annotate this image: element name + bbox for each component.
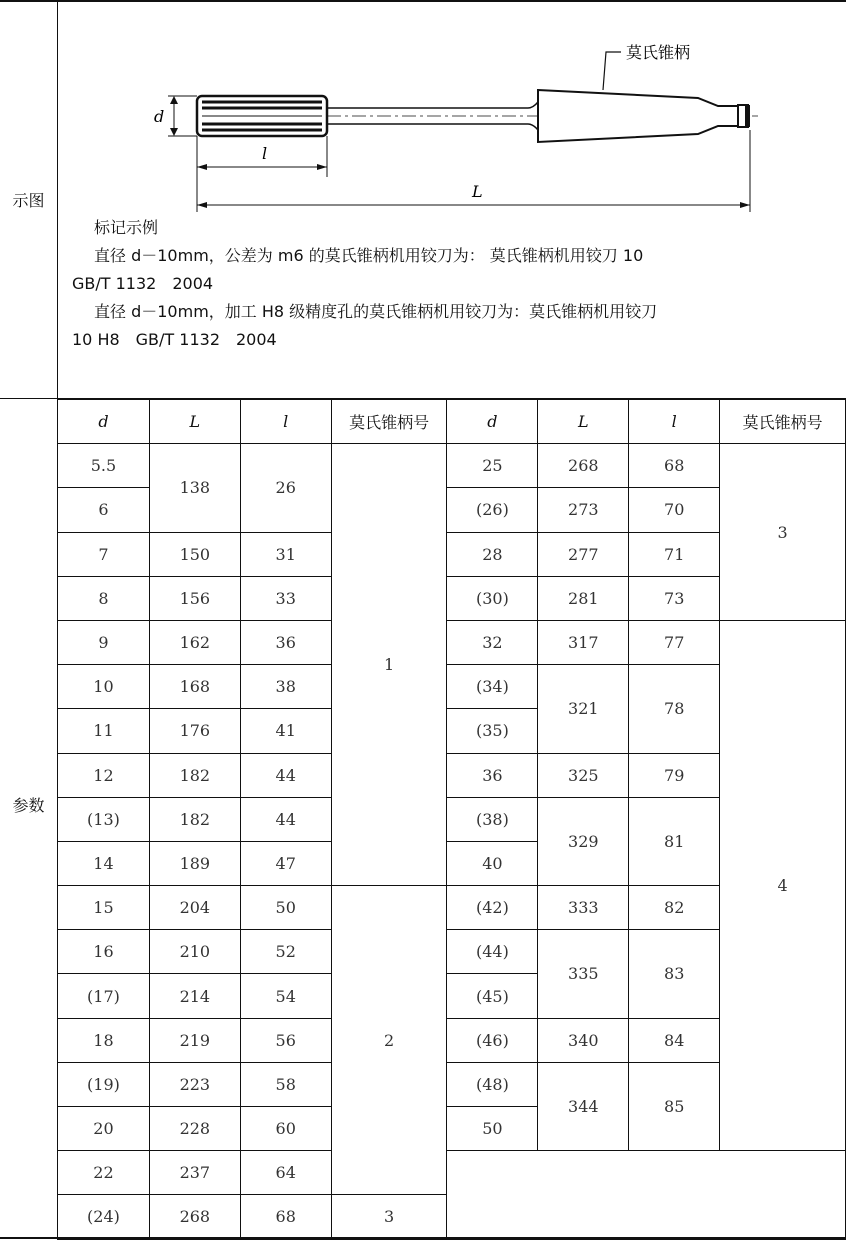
cell-d: (45)	[447, 974, 538, 1018]
cell-L: 268	[538, 444, 629, 488]
cell-L: 340	[538, 1018, 629, 1062]
cell-L: 237	[149, 1151, 240, 1195]
cell-L: 268	[149, 1195, 240, 1239]
cell-d: 22	[58, 1151, 150, 1195]
cell-d: 25	[447, 444, 538, 488]
cell-l: 83	[629, 930, 720, 1018]
cell-d: (46)	[447, 1018, 538, 1062]
cell-l: 58	[240, 1062, 331, 1106]
cell-L: 228	[149, 1107, 240, 1151]
cell-d: (24)	[58, 1195, 150, 1239]
cell-l: 84	[629, 1018, 720, 1062]
l-dimension-label: l	[262, 144, 268, 163]
cell-l: 70	[629, 488, 720, 532]
cell-d: (42)	[447, 886, 538, 930]
cell-L: 273	[538, 488, 629, 532]
cell-L: 168	[149, 665, 240, 709]
cell-L: 277	[538, 532, 629, 576]
cell-taper: 3	[720, 444, 846, 621]
cell-d: 8	[58, 576, 150, 620]
cell-L: 210	[149, 930, 240, 974]
cell-l: 56	[240, 1018, 331, 1062]
notes-heading: 标记示例	[94, 218, 159, 237]
cell-d: 15	[58, 886, 150, 930]
cell-l: 52	[240, 930, 331, 974]
cell-L: 321	[538, 665, 629, 753]
marking-examples	[72, 214, 837, 354]
cell-L: 204	[149, 886, 240, 930]
example-2-line-2: 10 H8 GB/T 1132 2004	[72, 330, 277, 349]
cell-L: 162	[149, 620, 240, 664]
header-l-left: l	[240, 400, 331, 444]
cell-taper: 4	[720, 620, 846, 1150]
cell-L: 219	[149, 1018, 240, 1062]
header-taper-left: 莫氏锥柄号	[331, 400, 447, 444]
cell-d: (44)	[447, 930, 538, 974]
cell-L: 223	[149, 1062, 240, 1106]
cell-L: 138	[149, 444, 240, 532]
cell-l: 44	[240, 797, 331, 841]
cell-l: 68	[629, 444, 720, 488]
params-row-label: 参数	[12, 796, 45, 815]
cell-L: 214	[149, 974, 240, 1018]
taper-shank	[538, 90, 738, 142]
cell-L: 182	[149, 797, 240, 841]
table-header-row	[58, 400, 846, 444]
cell-l: 41	[240, 709, 331, 753]
empty-area	[447, 1151, 846, 1239]
callout-label: 莫氏锥柄	[626, 43, 691, 62]
example-1-line-1: 直径 d－10mm，公差为 m6 的莫氏锥柄机用铰刀为： 莫氏锥柄机用铰刀 10	[94, 246, 644, 265]
cell-l: 78	[629, 665, 720, 753]
cell-l: 50	[240, 886, 331, 930]
cell-L: 176	[149, 709, 240, 753]
example-1-line-2: GB/T 1132 2004	[72, 274, 214, 293]
cell-d: (34)	[447, 665, 538, 709]
d-dimension-label: d	[154, 107, 165, 126]
cell-L: 189	[149, 841, 240, 885]
cell-d: 28	[447, 532, 538, 576]
reamer-diagram	[58, 2, 846, 212]
example-2-line-1: 直径 d－10mm，加工 H8 级精度孔的莫氏锥柄机用铰刀为：莫氏锥柄机用铰刀	[94, 302, 658, 321]
cell-d: 5.5	[58, 444, 150, 488]
cell-d: 50	[447, 1107, 538, 1151]
cell-l: 31	[240, 532, 331, 576]
cell-d: (48)	[447, 1062, 538, 1106]
cell-l: 81	[629, 797, 720, 885]
cell-d: (38)	[447, 797, 538, 841]
parameter-table	[57, 399, 846, 1240]
cell-L: 325	[538, 753, 629, 797]
cell-L: 281	[538, 576, 629, 620]
cell-d: 20	[58, 1107, 150, 1151]
cell-l: 38	[240, 665, 331, 709]
cell-d: 10	[58, 665, 150, 709]
cell-l: 36	[240, 620, 331, 664]
cell-d: 32	[447, 620, 538, 664]
cell-d: (19)	[58, 1062, 150, 1106]
cell-l: 73	[629, 576, 720, 620]
cell-d: 7	[58, 532, 150, 576]
cell-d: (17)	[58, 974, 150, 1018]
cell-L: 335	[538, 930, 629, 1018]
cell-l: 79	[629, 753, 720, 797]
table-row	[58, 620, 846, 664]
table-row	[58, 444, 846, 488]
cell-d: (30)	[447, 576, 538, 620]
cell-d: 11	[58, 709, 150, 753]
cell-d: 14	[58, 841, 150, 885]
cell-taper: 3	[331, 1195, 447, 1239]
cell-L: 156	[149, 576, 240, 620]
cell-d: 6	[58, 488, 150, 532]
header-d-right: d	[447, 400, 538, 444]
cell-L: 150	[149, 532, 240, 576]
cell-d: 16	[58, 930, 150, 974]
cell-d: (26)	[447, 488, 538, 532]
cell-taper: 2	[331, 886, 447, 1195]
cell-l: 64	[240, 1151, 331, 1195]
header-taper-right: 莫氏锥柄号	[720, 400, 846, 444]
cell-d: 18	[58, 1018, 150, 1062]
cell-d: 9	[58, 620, 150, 664]
cell-L: 333	[538, 886, 629, 930]
L-dimension-label: L	[472, 182, 483, 201]
header-d-left: d	[58, 400, 150, 444]
cell-l: 54	[240, 974, 331, 1018]
cell-d: 12	[58, 753, 150, 797]
header-l-right: l	[629, 400, 720, 444]
cell-d: (35)	[447, 709, 538, 753]
cell-L: 317	[538, 620, 629, 664]
cell-l: 33	[240, 576, 331, 620]
cell-d: (13)	[58, 797, 150, 841]
tang-end	[745, 105, 750, 127]
header-L-left: L	[149, 400, 240, 444]
cell-l: 26	[240, 444, 331, 532]
cell-d: 36	[447, 753, 538, 797]
cell-d: 40	[447, 841, 538, 885]
callout-leader	[603, 52, 621, 90]
table-row	[58, 1151, 846, 1195]
cell-L: 182	[149, 753, 240, 797]
cell-l: 47	[240, 841, 331, 885]
cell-L: 344	[538, 1062, 629, 1150]
cell-l: 60	[240, 1107, 331, 1151]
cell-l: 85	[629, 1062, 720, 1150]
cell-l: 77	[629, 620, 720, 664]
cell-l: 82	[629, 886, 720, 930]
header-L-right: L	[538, 400, 629, 444]
cell-l: 68	[240, 1195, 331, 1239]
diagram-row-label: 示图	[12, 191, 45, 210]
cell-l: 44	[240, 753, 331, 797]
cell-L: 329	[538, 797, 629, 885]
cell-taper: 1	[331, 444, 447, 886]
cell-l: 71	[629, 532, 720, 576]
